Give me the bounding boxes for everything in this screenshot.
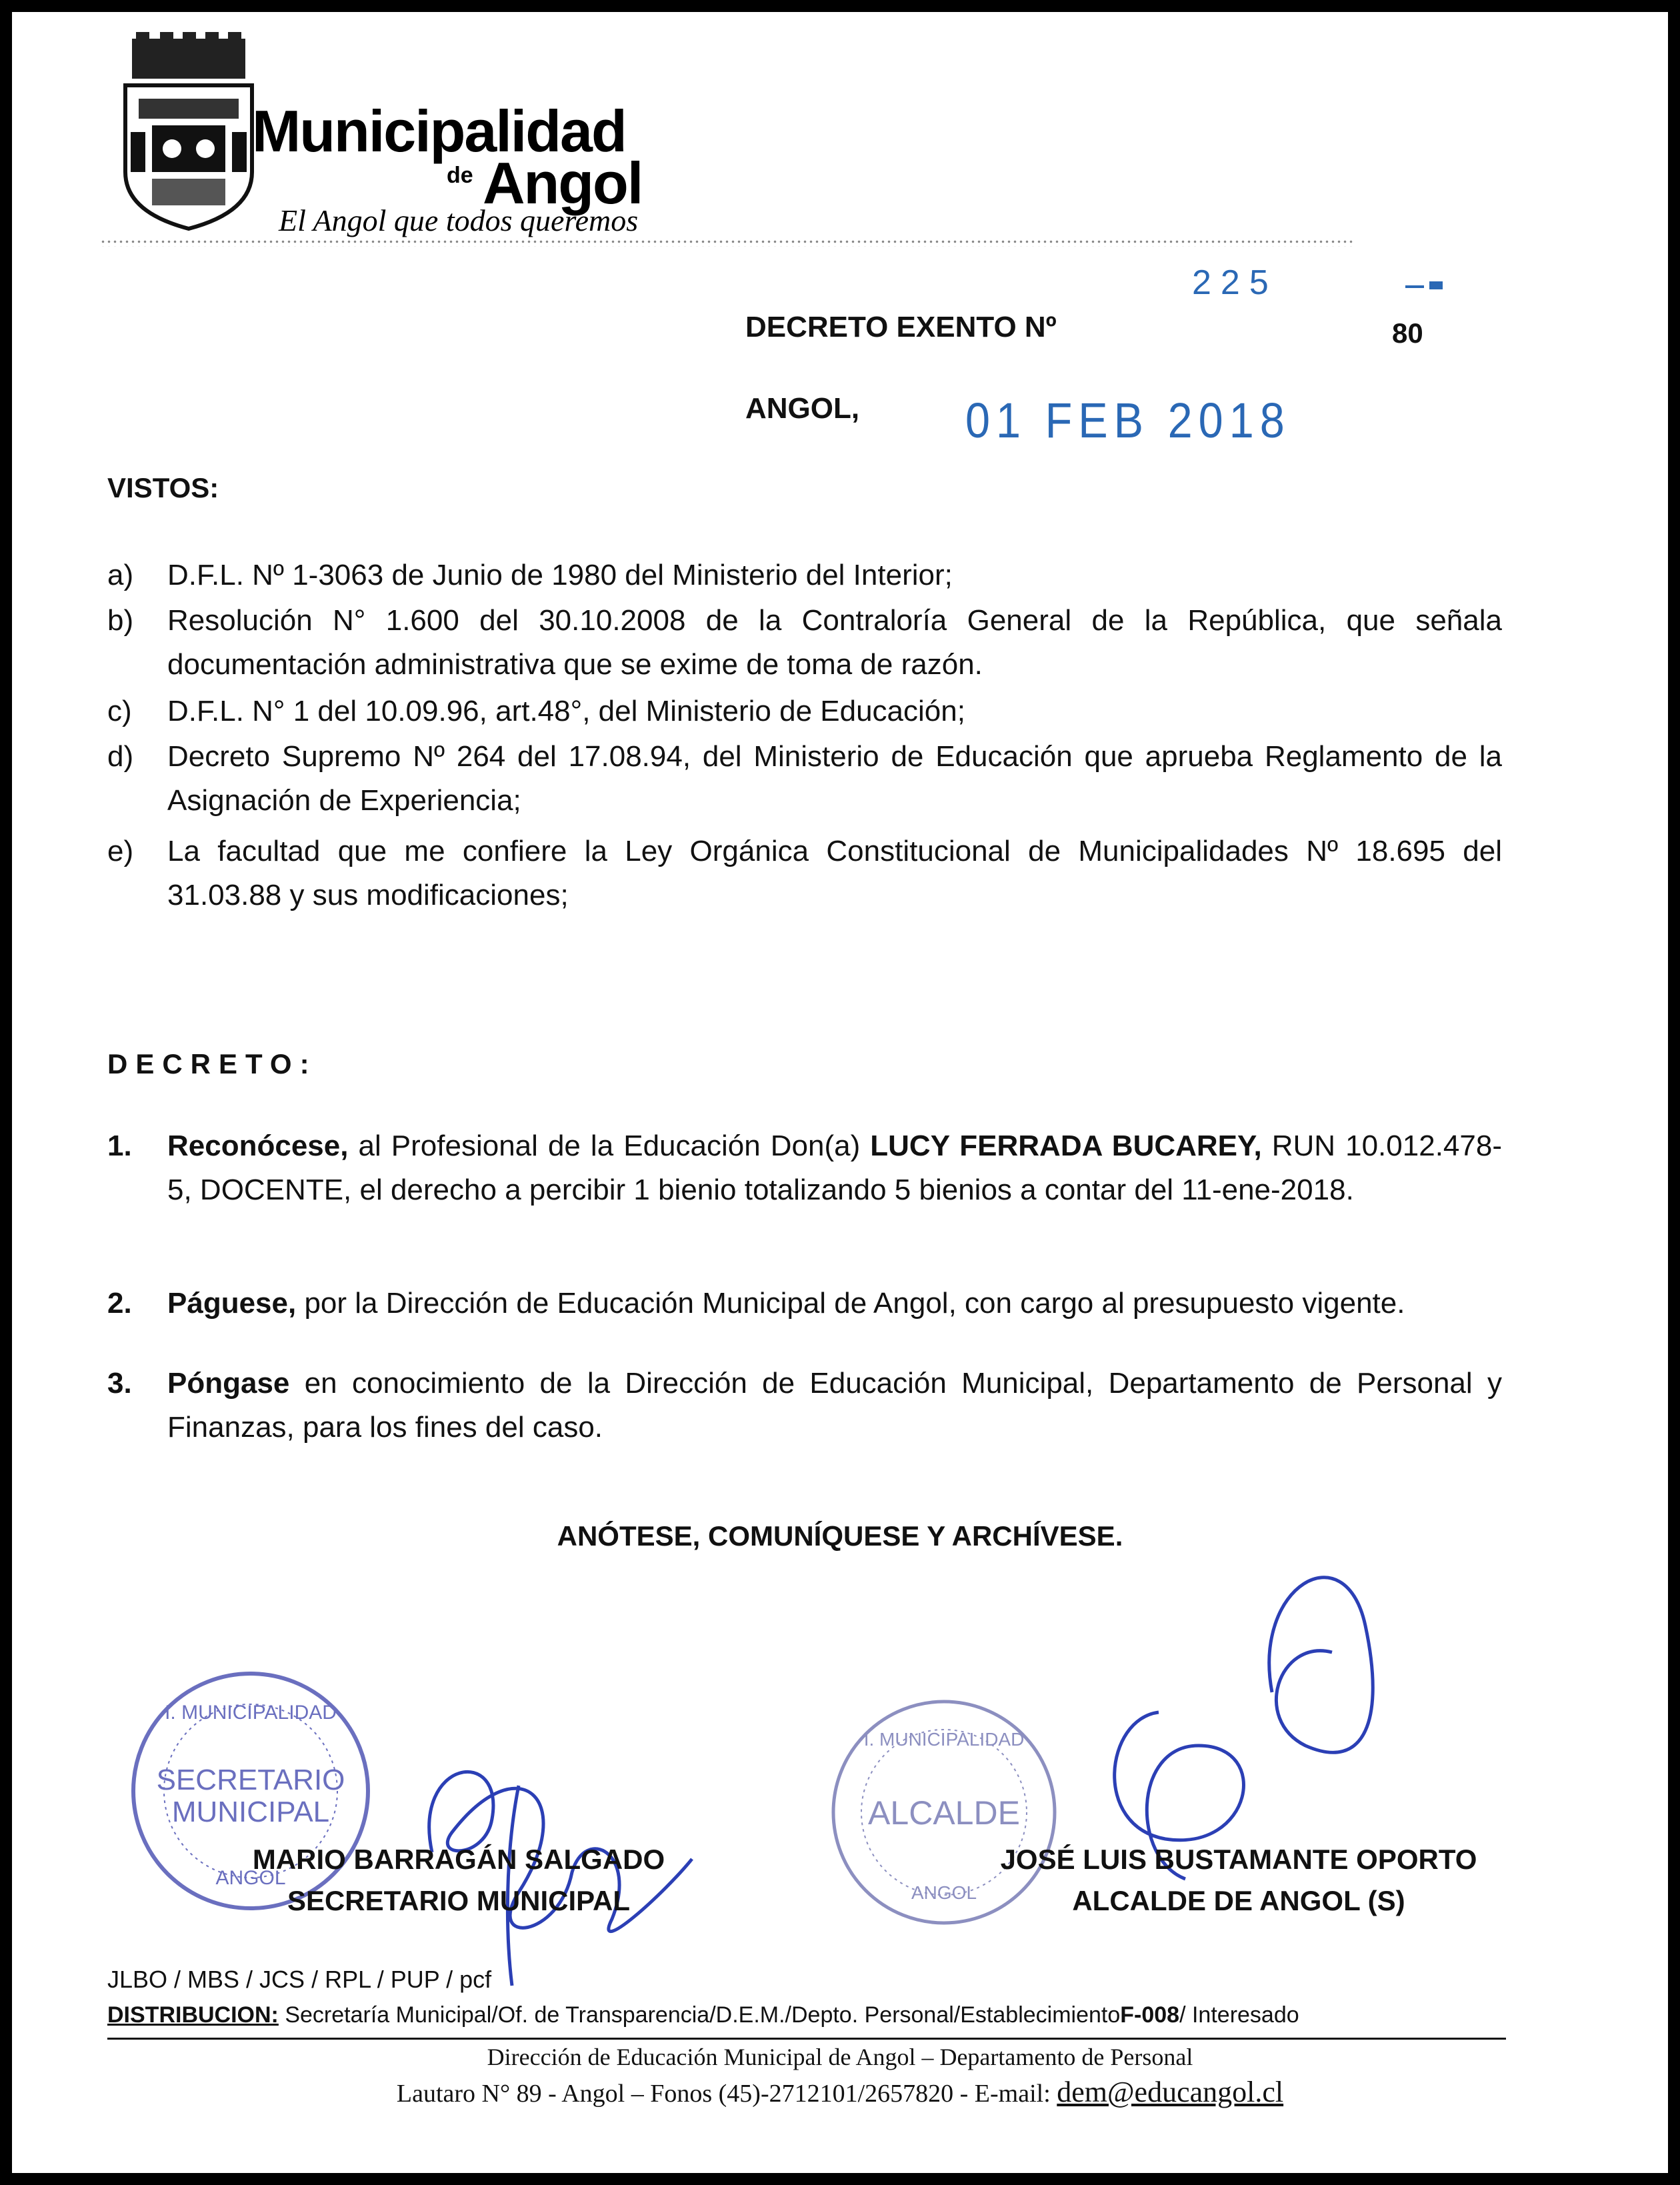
decree-place: ANGOL, xyxy=(745,392,860,425)
item-text: D.F.L. Nº 1-3063 de Junio de 1980 del Ministerio del Interior; xyxy=(167,559,953,591)
svg-text:ALCALDE: ALCALDE xyxy=(868,1794,1020,1832)
date-stamp: 01 FEB 2018 xyxy=(965,393,1291,448)
footer-email-link[interactable]: dem@educangol.cl xyxy=(1057,2076,1284,2108)
item-label: e) xyxy=(107,835,134,867)
item-text: Páguese, por la Dirección de Educación Municipal de Angol, con cargo al presupuesto vigente. xyxy=(167,1287,1405,1320)
stamp-number: 225 xyxy=(1192,263,1278,302)
decreto-heading: DECRETO: xyxy=(107,1048,317,1079)
item-label: 1. xyxy=(107,1130,132,1162)
initials-line: JLBO / MBS / JCS / RPL / PUP / pcf xyxy=(107,1966,492,1993)
item-text: Póngase en conocimiento de la Dirección de Educación Municipal, Departamento de Personal y Finanzas, para los fines del caso. xyxy=(167,1367,1502,1444)
signature-block-left xyxy=(225,1839,692,1922)
svg-text:ANGOL: ANGOL xyxy=(911,1882,977,1903)
footer-contact: Lautaro N° 89 - Angol – Fonos (45)-2712101/2657820 - E-mail: dem@educangol.cl xyxy=(396,2076,1284,2108)
logo-title: Municipalidad xyxy=(252,98,626,164)
item-label: a) xyxy=(107,559,134,591)
item-text: Decreto Supremo Nº 264 del 17.08.94, del Ministerio de Educación que aprueba Reglamento de la Asignación de Experiencia; xyxy=(167,740,1502,817)
header-divider xyxy=(100,239,1353,247)
svg-text:MUNICIPAL: MUNICIPAL xyxy=(171,1796,330,1828)
signer-name: JOSÉ LUIS BUSTAMANTE OPORTO xyxy=(1000,1844,1477,1875)
svg-text:I. MUNICIPALIDAD: I. MUNICIPALIDAD xyxy=(165,1702,337,1724)
municipal-crest-icon xyxy=(112,32,265,232)
item-text: Reconócese, al Profesional de la Educación Don(a) LUCY FERRADA BUCAREY, RUN 10.012.478-5, DOCENTE, el derecho a percibir 1 bienio totalizando 5 bienios a contar del 11-ene-2018. xyxy=(167,1130,1502,1206)
item-label: 2. xyxy=(107,1287,132,1320)
item-text: La facultad que me confiere la Ley Orgánica Constitucional de Municipalidades Nº 18.695 del 31.03.88 y sus modificaciones; xyxy=(167,835,1502,911)
svg-text:I. MUNICIPALIDAD: I. MUNICIPALIDAD xyxy=(863,1729,1025,1750)
item-label: c) xyxy=(107,695,132,727)
logo-de: de xyxy=(447,163,473,188)
distribution-line: DISTRIBUCION: Secretaría Municipal/Of. de Transparencia/D.E.M./Depto. Personal/EstablecimientoF-008/ Interesado xyxy=(107,2002,1299,2028)
footer-department: Dirección de Educación Municipal de Angol – Departamento de Personal xyxy=(487,2044,1193,2070)
item-text: D.F.L. N° 1 del 10.09.96, art.48°, del Ministerio de Educación; xyxy=(167,695,965,727)
vistos-heading: VISTOS: xyxy=(107,472,219,503)
ink-mark-icon xyxy=(1405,280,1445,291)
logo-city: Angol xyxy=(483,150,643,216)
signature-block-right xyxy=(972,1839,1505,1922)
document-page xyxy=(12,12,1668,2173)
closing-formula: ANÓTESE, COMUNÍQUESE Y ARCHÍVESE. xyxy=(557,1520,1123,1552)
item-label: 3. xyxy=(107,1367,132,1400)
svg-text:ANGOL: ANGOL xyxy=(215,1867,286,1889)
item-text: Resolución N° 1.600 del 30.10.2008 de la Contraloría General de la República, que señala documentación administrativa que se exime de toma de razón. xyxy=(167,604,1502,681)
signer-name: MARIO BARRAGÁN SALGADO xyxy=(252,1844,665,1875)
decree-number: 80 xyxy=(1392,317,1423,349)
logo-tagline: El Angol que todos queremos xyxy=(279,203,639,237)
signer-title: ALCALDE DE ANGOL (S) xyxy=(1072,1885,1405,1916)
item-label: d) xyxy=(107,740,134,773)
item-label: b) xyxy=(107,604,134,637)
decree-title: DECRETO EXENTO Nº xyxy=(745,311,1057,343)
svg-text:SECRETARIO: SECRETARIO xyxy=(156,1764,345,1796)
footer-rule xyxy=(107,2038,1506,2040)
signer-title: SECRETARIO MUNICIPAL xyxy=(287,1885,631,1916)
